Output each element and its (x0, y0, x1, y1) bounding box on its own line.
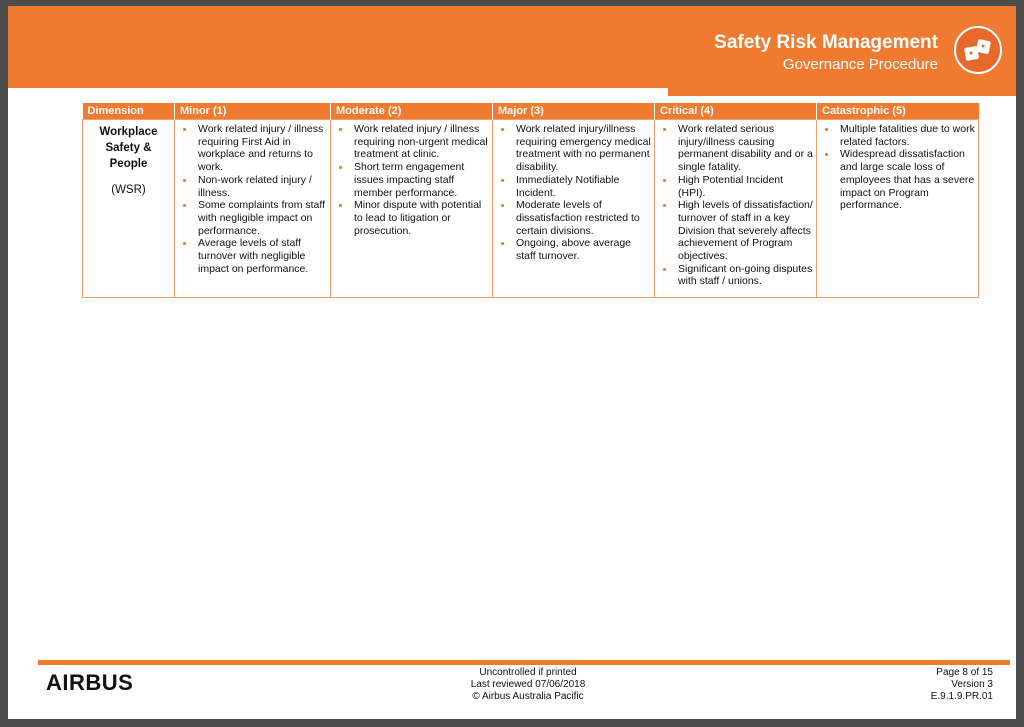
version: Version 3 (951, 679, 993, 690)
dimension-name: People (109, 158, 148, 170)
table-row (83, 120, 979, 298)
table-header-row (83, 103, 979, 120)
document-code: E.9.1.9.PR.01 (930, 691, 993, 702)
list-item: Average levels of staff turnover with negligible impact on performance. (178, 237, 327, 275)
uncontrolled-notice: Uncontrolled if printed (479, 667, 577, 678)
list-item: Ongoing, above average staff turnover. (496, 237, 651, 262)
list-item: Multiple fatalities due to work related factors. (820, 123, 975, 148)
column-header: Catastrophic (5) (817, 103, 979, 120)
footer-right (931, 667, 993, 703)
airbus-logo: AIRBUS (46, 670, 134, 695)
column-header: Moderate (2) (331, 103, 493, 120)
column-header: Critical (4) (655, 103, 817, 120)
page-number: Page 8 of 15 (936, 667, 993, 678)
moderate-cell (331, 120, 493, 298)
list-item: Work related injury/illness requiring emergency medical treatment with no permanent disability. (496, 123, 651, 174)
major-cell (493, 120, 655, 298)
list-item: High Potential Incident (HPI). (658, 174, 813, 199)
critical-cell (655, 120, 817, 298)
column-header: Major (3) (493, 103, 655, 120)
catastrophic-cell (817, 120, 979, 298)
footer-center (428, 667, 628, 703)
list-item: Immediately Notifiable Incident. (496, 174, 651, 199)
column-header: Minor (1) (175, 103, 331, 120)
column-header: Dimension (83, 103, 175, 120)
list-item: Moderate levels of dissatisfaction restricted to certain divisions. (496, 199, 651, 237)
dimension-cell (83, 120, 175, 298)
footer-divider (38, 660, 1010, 665)
risk-consequence-table (82, 103, 979, 298)
document-page (8, 6, 1016, 719)
last-reviewed: Last reviewed 07/06/2018 (470, 679, 586, 690)
list-item: Short term engagement issues impacting staff member performance. (334, 161, 489, 199)
list-item: Work related injury / illness requiring non-urgent medical treatment at clinic. (334, 123, 489, 161)
minor-cell (175, 120, 331, 298)
document-subtitle: Governance Procedure (782, 56, 938, 73)
list-item: Some complaints from staff with negligible impact on performance. (178, 199, 327, 237)
copyright: © Airbus Australia Pacific (472, 691, 584, 702)
list-item: Minor dispute with potential to lead to litigation or prosecution. (334, 199, 489, 237)
dimension-name: Safety & (105, 142, 152, 154)
list-item: Significant on-going disputes with staff / unions. (658, 263, 813, 288)
dimension-code: (WSR) (111, 184, 146, 196)
dice-icon (954, 26, 1002, 74)
list-item: Work related serious injury/illness causing permanent disability and or a single fatality. (658, 123, 813, 174)
dimension-name: Workplace (99, 126, 158, 138)
list-item: Work related injury / illness requiring First Aid in workplace and returns to work. (178, 123, 327, 174)
list-item: Non-work related injury / illness. (178, 174, 327, 199)
header-banner-tab (668, 88, 1016, 96)
list-item: High levels of dissatisfaction/ turnover of staff in a key Division that severely affects achievement of Program objectives. (658, 199, 813, 263)
document-title: Safety Risk Management (714, 32, 938, 53)
list-item: Widespread dissatisfaction and large scale loss of employees that has a severe impact on Program performance. (820, 148, 975, 212)
